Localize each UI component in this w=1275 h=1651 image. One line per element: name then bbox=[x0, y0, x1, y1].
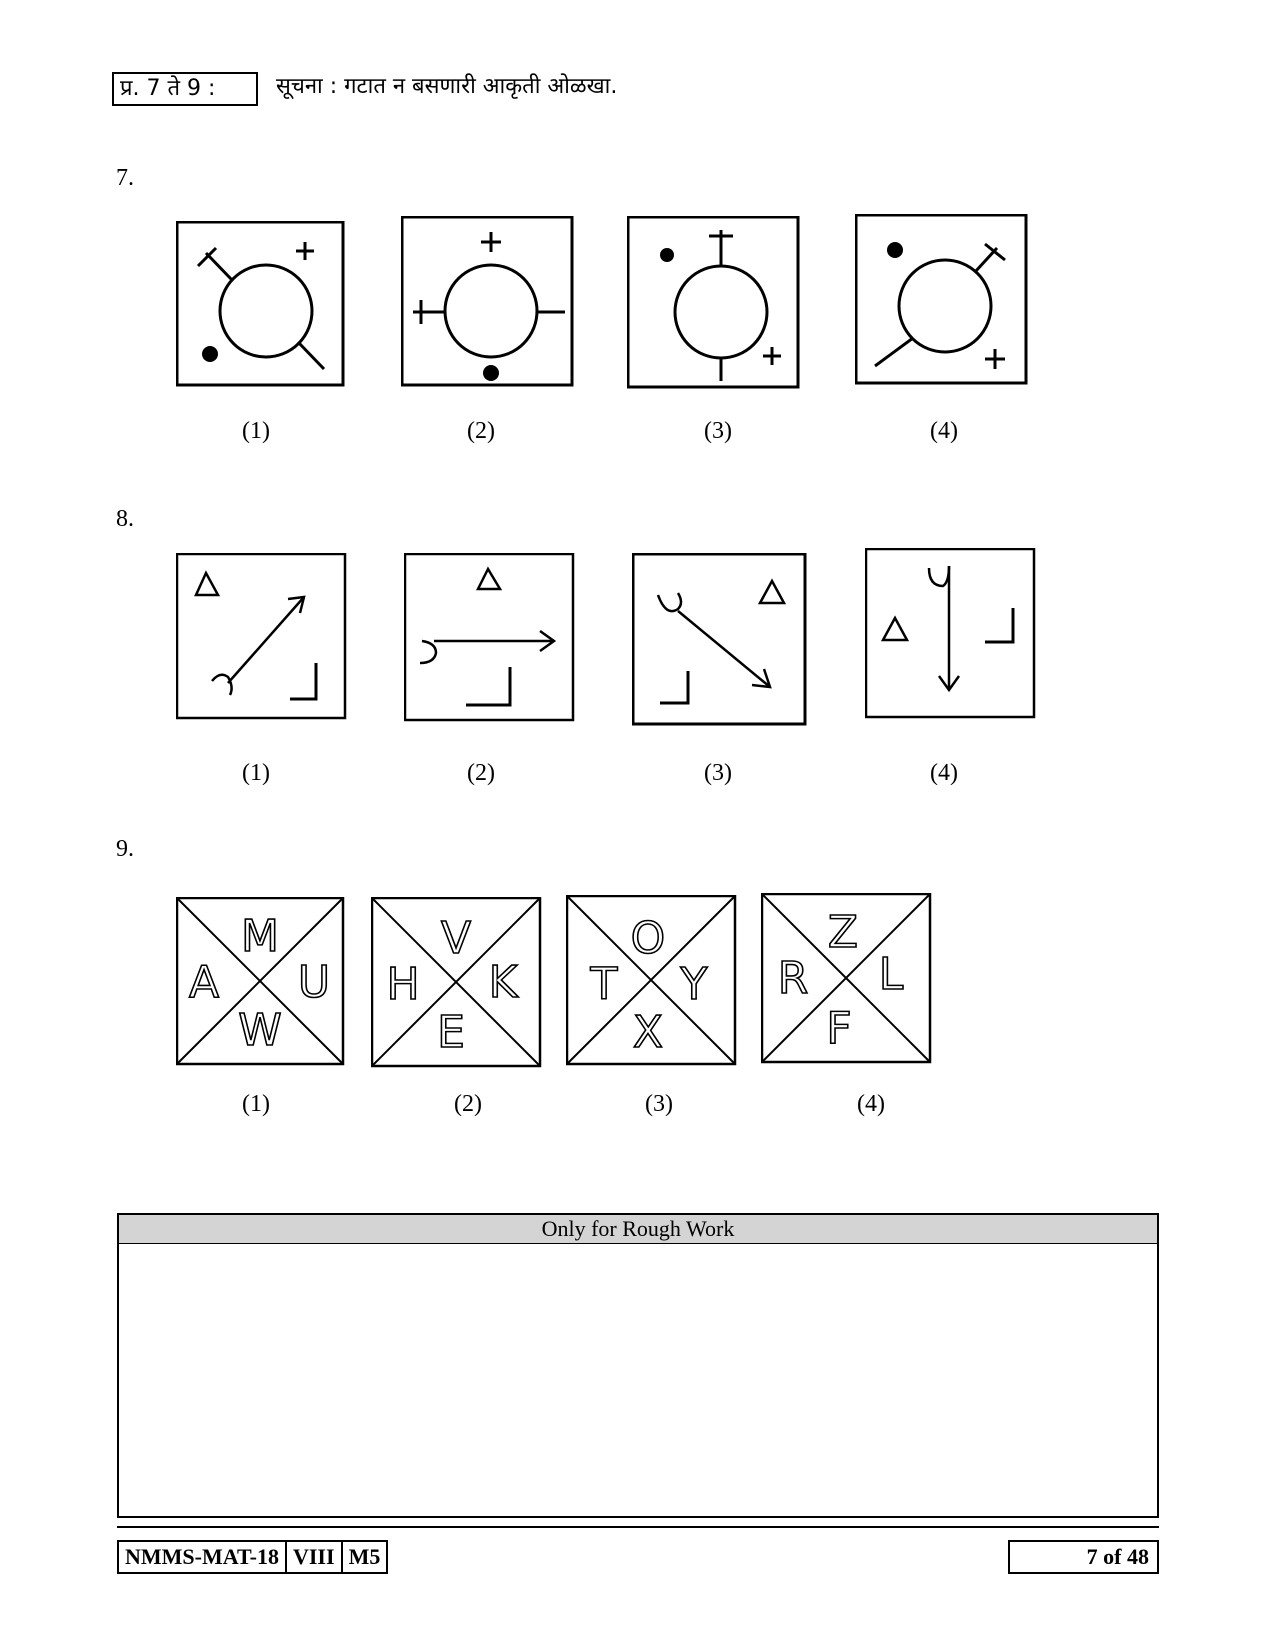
q9-fig2-right-letter: K bbox=[488, 957, 518, 1008]
q8-figure-2 bbox=[404, 553, 576, 723]
q7-option-4-label[interactable]: (4) bbox=[930, 418, 958, 444]
q9-fig1-right-letter: U bbox=[297, 957, 331, 1008]
question-9-number: 9. bbox=[116, 836, 134, 862]
q8-option-3-label[interactable]: (3) bbox=[704, 760, 732, 786]
q8-figure-1 bbox=[176, 553, 348, 721]
q9-option-4-label[interactable]: (4) bbox=[857, 1091, 885, 1117]
paper-code-box bbox=[117, 1540, 388, 1574]
q7-option-1-label[interactable]: (1) bbox=[242, 418, 270, 444]
q9-fig4-left-letter: R bbox=[777, 953, 809, 1004]
q9-fig1-top-letter: M bbox=[241, 911, 279, 962]
instruction-text: सूचना : गटात न बसणारी आकृती ओळखा. bbox=[276, 74, 618, 99]
q7-figure-4 bbox=[855, 214, 1029, 386]
page-number: 7 of 48 bbox=[1008, 1540, 1159, 1574]
standard-code: VIII bbox=[287, 1542, 343, 1572]
q9-fig2-top-letter: V bbox=[440, 913, 472, 964]
q7-figure-1 bbox=[176, 221, 346, 387]
q9-fig2-bottom-letter: E bbox=[437, 1007, 465, 1058]
q9-fig4-bottom-letter: F bbox=[826, 1003, 852, 1054]
q9-fig1-left-letter: A bbox=[188, 957, 220, 1008]
q9-fig4-right-letter: L bbox=[878, 949, 904, 1000]
q9-fig1-bottom-letter: W bbox=[238, 1005, 282, 1056]
q9-option-1-label[interactable]: (1) bbox=[242, 1091, 270, 1117]
q9-option-3-label[interactable]: (3) bbox=[645, 1091, 673, 1117]
medium-code: M5 bbox=[348, 1544, 381, 1569]
q8-figure-3 bbox=[632, 553, 808, 727]
q9-figure-2 bbox=[371, 897, 543, 1069]
question-7-number: 7. bbox=[116, 165, 134, 191]
q9-figure-3 bbox=[566, 895, 738, 1067]
question-range-box: प्र. 7 ते 9 : bbox=[112, 72, 258, 106]
q7-figure-3 bbox=[627, 216, 801, 390]
q7-option-3-label[interactable]: (3) bbox=[704, 418, 732, 444]
paper-code: NMMS-MAT-18 bbox=[119, 1542, 287, 1572]
q9-fig2-left-letter: H bbox=[386, 959, 420, 1010]
footer-rule bbox=[117, 1526, 1159, 1528]
q8-option-1-label[interactable]: (1) bbox=[242, 760, 270, 786]
q9-fig3-bottom-letter: X bbox=[632, 1007, 664, 1058]
q9-fig3-top-letter: O bbox=[630, 913, 666, 964]
q9-fig3-right-letter: Y bbox=[680, 959, 708, 1010]
q7-figure-2 bbox=[401, 216, 575, 388]
q9-option-2-label[interactable]: (2) bbox=[454, 1091, 482, 1117]
q8-figure-4 bbox=[865, 548, 1037, 720]
q9-fig3-left-letter: T bbox=[590, 959, 618, 1010]
q9-fig4-top-letter: Z bbox=[827, 907, 859, 958]
question-8-number: 8. bbox=[116, 506, 134, 532]
q8-option-2-label[interactable]: (2) bbox=[467, 760, 495, 786]
rough-work-title: Only for Rough Work bbox=[119, 1215, 1157, 1244]
q9-figure-4 bbox=[761, 893, 933, 1065]
q8-option-4-label[interactable]: (4) bbox=[930, 760, 958, 786]
q7-option-2-label[interactable]: (2) bbox=[467, 418, 495, 444]
q9-figure-1 bbox=[176, 897, 346, 1067]
rough-work-area[interactable] bbox=[117, 1213, 1159, 1518]
